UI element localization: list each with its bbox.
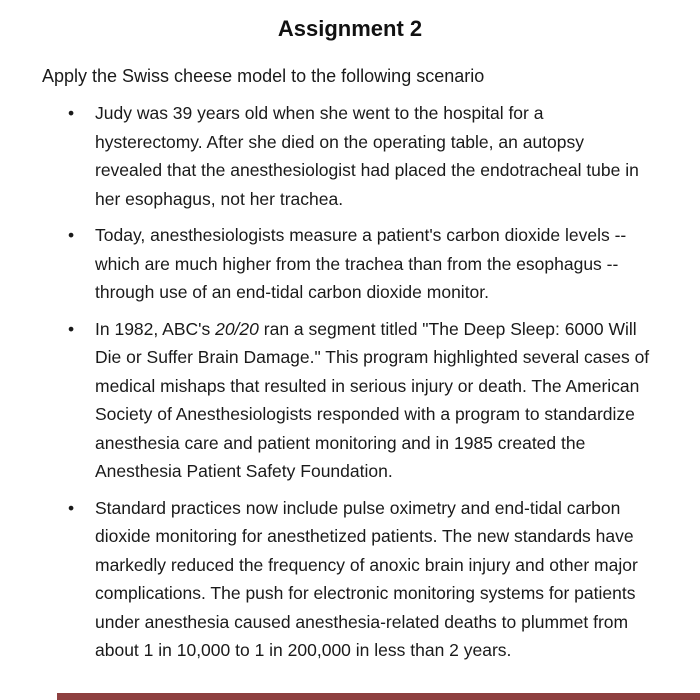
bullet-text: ran a segment titled "The Deep Sleep: 6000 Will Die or Suffer Brain Damage." This program highlighted several cases of medical mishaps that resulted in serious injury or death. The American Society of Anesthesiologists responded with a program to standardize anesthesia care and patient monitoring and in 1985 created the Anesthesia Patient Safety Foundation. — [95, 318, 650, 481]
bullet-text: In 1982, ABC's — [95, 318, 216, 339]
bullet-marker: • — [68, 497, 75, 518]
bullet-list — [0, 99, 650, 665]
intro-text: Apply the Swiss cheese model to the following scenario — [42, 66, 485, 86]
bullet-marker: • — [68, 103, 75, 123]
bullet-text-italic: 20/20 — [215, 318, 259, 339]
bullet-item — [68, 99, 650, 213]
bullet-item — [68, 315, 650, 486]
bullet-marker: • — [68, 225, 75, 245]
bullet-item — [68, 221, 650, 307]
bullet-text: Today, anesthesiologists measure a patient's carbon dioxide levels -- which are much higher from the trachea than from the esophagus -- through use of an end-tidal carbon dioxide monitor. — [95, 225, 627, 302]
next-page-edge-bar — [57, 693, 700, 700]
bullet-item — [68, 494, 650, 665]
bullet-text: Standard practices now include pulse oximetry and end-tidal carbon dioxide monitoring for anesthetized patients. The new standards have markedly reduced the frequency of anoxic brain injury and other major complications. The push for electronic monitoring systems for patients under anesthesia caused anesthesia-related deaths to plummet from about 1 in 10,000 to 1 in 200,000 in less than 2 years. — [95, 497, 638, 660]
page-title: Assignment 2 — [277, 16, 423, 41]
bullet-text: Judy was 39 years old when she went to the hospital for a hysterectomy. After she died on the operating table, an autopsy revealed that the anesthesiologist had placed the endotracheal tube in her esophagus, not her trachea. — [95, 103, 639, 209]
bullet-marker: • — [68, 318, 75, 339]
